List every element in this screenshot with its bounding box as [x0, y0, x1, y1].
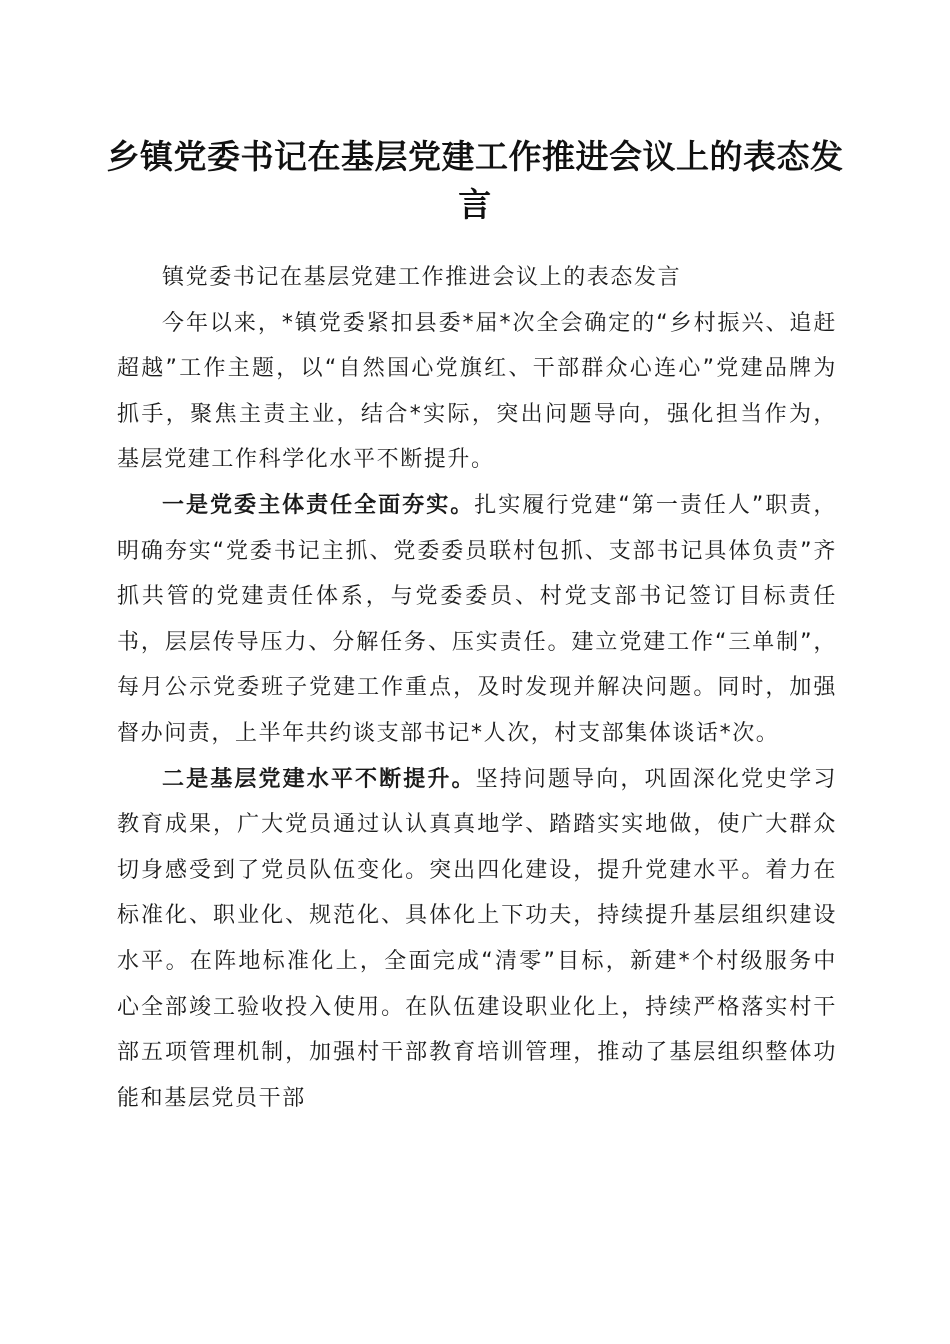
paragraph-text: 坚持问题导向，巩固深化党史学习教育成果，广大党员通过认认真真地学、踏踏实实地做，使广大群众切身感受到了党员队伍变化。突出四化建设，提升党建水平。着力在标准化、职业化、规范化、具体化上下功夫，持续提升基层组织建设水平。在阵地标准化上，全面完成“清零”目标，新建*个村级服务中心全部竣工验收投入使用。在队伍建设职业化上，持续严格落实村干部五项管理机制，加强村干部教育培训管理，推动了基层组织整体功能和基层党员干部: [117, 766, 837, 1111]
paragraph-subtitle: [117, 255, 837, 301]
document-title: 乡镇党委书记在基层党建工作推进会议上的表态发言: [106, 137, 844, 224]
document-body: [117, 255, 837, 1121]
paragraph-point-one: [117, 483, 837, 757]
paragraph-text: 镇党委书记在基层党建工作推进会议上的表态发言: [162, 265, 682, 290]
paragraph-point-two: [117, 757, 837, 1122]
paragraph-lead: 一是党委主体责任全面夯实。: [162, 492, 475, 518]
paragraph-text: 扎实履行党建“第一责任人”职责，明确夯实“党委书记主抓、党委委员联村包抓、支部书记具体负责”齐抓共管的党建责任体系，与党委委员、村党支部书记签订目标责任书，层层传导压力、分解任务、压实责任。建立党建工作“三单制”，每月公示党委班子党建工作重点，及时发现并解决问题。同时，加强督办问责，上半年共约谈支部书记*人次，村支部集体谈话*次。: [117, 492, 837, 746]
paragraph-intro: [117, 301, 837, 483]
paragraph-text: 今年以来，*镇党委紧扣县委*届*次全会确定的“乡村振兴、追赶超越”工作主题，以“自然国心党旗红、干部群众心连心”党建品牌为抓手，聚焦主责主业，结合*实际，突出问题导向，强化担当作为，基层党建工作科学化水平不断提升。: [117, 310, 837, 473]
paragraph-lead: 二是基层党建水平不断提升。: [162, 766, 476, 792]
